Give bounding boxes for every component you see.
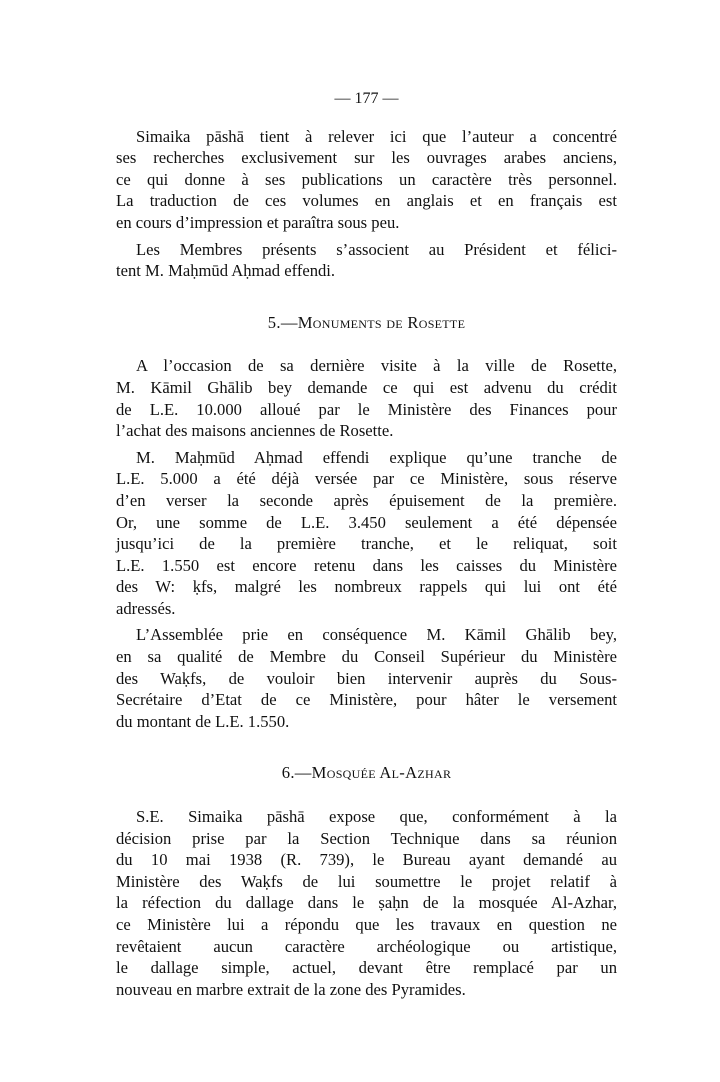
section-title: Monuments de Rosette <box>297 312 466 332</box>
text-line: ce qui donne à ses publications un caractère très personnel. <box>116 169 617 189</box>
section-number: 6.— <box>281 763 312 783</box>
text-line: Simaika pāshā tient à relever ici que l’auteur a concentré <box>136 126 617 146</box>
text-line: des Waḳfs, de vouloir bien intervenir auprès du Sous- <box>116 668 617 688</box>
page-number: — 177 — <box>334 90 399 107</box>
text-line: L.E. 5.000 a été déjà versée par ce Ministère, sous réserve <box>116 469 617 489</box>
text-line: A l’occasion de sa dernière visite à la ville de Rosette, <box>136 356 617 376</box>
paragraph <box>116 239 617 282</box>
text-line: du montant de L.E. 1.550. <box>116 711 290 731</box>
text-line: M. Maḥmūd Aḥmad effendi explique qu’une tranche de <box>136 447 617 467</box>
text-line: des W: ḳfs, malgré les nombreux rappels qui lui ont été <box>116 577 617 597</box>
text-line: L.E. 1.550 est encore retenu dans les caisses du Ministère <box>116 555 617 575</box>
section-heading <box>116 312 617 336</box>
paragraph <box>116 806 617 1000</box>
text-line: la réfection du dallage dans le ṣaḥn de la mosquée Al-Azhar, <box>116 893 617 913</box>
text-line: S.E. Simaika pāshā expose que, conformément à la <box>136 807 617 827</box>
text-line: de L.E. 10.000 alloué par le Ministère des Finances pour <box>116 399 617 419</box>
text-line: en sa qualité de Membre du Conseil Supérieur du Ministère <box>116 647 617 667</box>
text-line: M. Kāmil Ghālib bey demande ce qui est advenu du crédit <box>116 377 617 397</box>
document-body <box>116 126 617 1001</box>
text-line: La traduction de ces volumes en anglais et en français est <box>116 191 617 211</box>
text-line: d’en verser la seconde après épuisement de la première. <box>116 490 617 510</box>
text-line: du 10 mai 1938 (R. 739), le Bureau ayant demandé au <box>116 850 617 870</box>
text-line: revêtaient aucun caractère archéologique ou artistique, <box>116 936 617 956</box>
text-line: Les Membres présents s’associent au Président et félici- <box>136 239 617 259</box>
paragraph <box>116 447 617 620</box>
text-line: tent M. Maḥmūd Aḥmad effendi. <box>116 261 336 281</box>
text-line: nouveau en marbre extrait de la zone des Pyramides. <box>116 979 466 999</box>
paragraph <box>116 355 617 441</box>
text-line: en cours d’impression et paraîtra sous peu. <box>116 212 400 232</box>
text-line: ce Ministère lui a répondu que les travaux en question ne <box>116 915 617 934</box>
text-line: ses recherches exclusivement sur les ouvrages arabes anciens, <box>116 148 617 168</box>
paragraph <box>116 624 617 732</box>
text-line: l’achat des maisons anciennes de Rosette. <box>116 421 394 441</box>
text-line: décision prise par la Section Technique dans sa réunion <box>116 828 617 848</box>
text-line: Secrétaire d’Etat de ce Ministère, pour hâter le versement <box>116 690 617 710</box>
document-page <box>116 88 617 1000</box>
text-line: Or, une somme de L.E. 3.450 seulement a été dépensée <box>116 512 617 532</box>
paragraph <box>116 126 617 234</box>
text-line: adressés. <box>116 598 176 618</box>
text-line: L’Assemblée prie en conséquence M. Kāmil Ghālib bey, <box>136 625 617 645</box>
section-title: Mosquée Al-Azhar <box>311 763 452 783</box>
text-line: Ministère des Waḳfs de lui soumettre le projet relatif à <box>116 871 617 891</box>
text-line: le dallage simple, actuel, devant être remplacé par un <box>116 958 617 978</box>
section-heading <box>116 762 617 786</box>
text-line: jusqu’ici de la première tranche, et le reliquat, soit <box>116 534 617 554</box>
section-number: 5.— <box>267 312 298 332</box>
